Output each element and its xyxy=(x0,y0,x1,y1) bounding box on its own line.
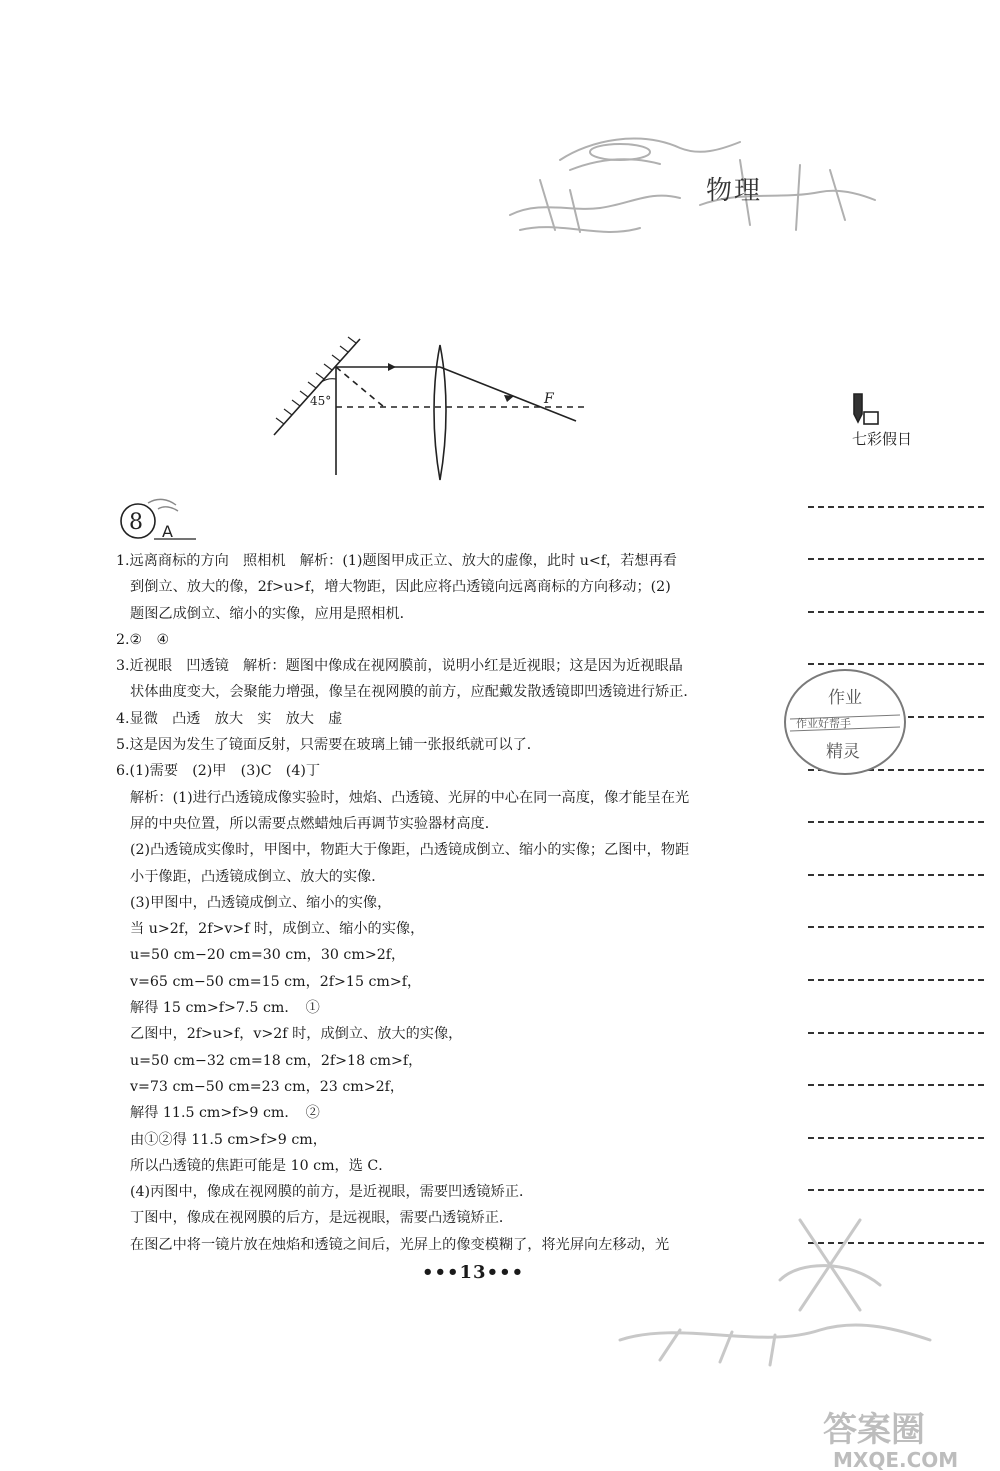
watermark-logo xyxy=(815,1405,1000,1471)
section-number: 8 xyxy=(129,510,143,535)
answer-line: 屏的中央位置，所以需要点燃蜡烛后再调节实验器材高度． xyxy=(130,815,499,832)
answer-line: 解析：(1)进行凸透镜成像实验时，烛焰、凸透镜、光屏的中心在同一高度，像才能呈在光 xyxy=(130,789,690,806)
section-badge xyxy=(118,495,196,545)
header-ornament xyxy=(500,120,880,250)
focus-label: F xyxy=(544,391,554,407)
svg-text:答案圈: 答案圈 xyxy=(823,1410,925,1450)
answer-line: v=65 cm−50 cm=15 cm，2f>15 cm>f， xyxy=(130,973,422,990)
answer-line: 乙图中，2f>u>f，v>2f 时，成倒立、放大的实像， xyxy=(130,1026,463,1043)
answer-line: v=73 cm−50 cm=23 cm，23 cm>2f， xyxy=(130,1078,405,1095)
svg-text:精灵: 精灵 xyxy=(826,742,860,762)
svg-text:作业: 作业 xyxy=(828,688,862,708)
page-number: •••13••• xyxy=(422,1262,525,1283)
note-lines xyxy=(808,455,984,1244)
note-line xyxy=(808,1139,984,1192)
brand-text: 七彩假日 xyxy=(852,430,913,448)
answer-line: (3)甲图中，凸透镜成倒立、缩小的实像， xyxy=(130,894,392,911)
note-line xyxy=(808,928,984,981)
section-part: A xyxy=(162,522,173,541)
note-line xyxy=(808,876,984,929)
plane-mirror xyxy=(274,339,360,435)
answer-line: (2)凸透镜成实像时，甲图中，物距大于像距，凸透镜成倒立、缩小的实像；乙图中，物距 xyxy=(130,842,690,859)
note-line xyxy=(808,613,984,666)
answer-line: 1.远离商标的方向 照相机 解析：(1)题图甲成正立、放大的虚像，此时 u<f，若想再看 xyxy=(116,553,677,569)
note-line xyxy=(808,823,984,876)
subject-title: 物理 xyxy=(706,176,763,206)
optics-diagram xyxy=(260,335,590,485)
note-line xyxy=(808,981,984,1034)
answer-line: (4)丙图中，像成在视网膜的前方，是近视眼，需要凹透镜矫正． xyxy=(130,1184,534,1201)
answer-line: 丁图中，像成在视网膜的后方，是远视眼，需要凸透镜矫正． xyxy=(130,1210,514,1227)
refracted-ray xyxy=(440,367,576,421)
bottom-ornament xyxy=(600,1190,940,1390)
dashed-normal xyxy=(336,367,384,407)
svg-text:作业好帮手: 作业好帮手 xyxy=(796,717,851,730)
answer-line: 在图乙中将一镜片放在烛焰和透镜之间后，光屏上的像变模糊了，将光屏向左移动，光 xyxy=(130,1236,670,1253)
answer-line: 4.显微 凸透 放大 实 放大 虚 xyxy=(116,710,343,727)
answer-line: 小于像距，凸透镜成倒立、放大的实像． xyxy=(130,868,386,885)
angle-label: 45° xyxy=(310,394,332,408)
answer-line: 6.(1)需要 (2)甲 (3)C (4)丁 xyxy=(116,763,321,780)
answer-content xyxy=(116,548,756,1258)
answer-line: 5.这是因为发生了镜面反射，只需要在玻璃上铺一张报纸就可以了． xyxy=(116,737,541,754)
answer-line: 状体曲度变大，会聚能力增强，像呈在视网膜的前方，应配戴发散透镜即凹透镜进行矫正． xyxy=(130,684,698,701)
answer-line: 解得 15 cm>f>7.5 cm． ① xyxy=(130,1000,320,1017)
note-line xyxy=(808,1086,984,1139)
answer-line: 2.② ④ xyxy=(116,631,170,648)
answer-line: 由①②得 11.5 cm>f>9 cm， xyxy=(130,1131,327,1148)
answer-line: u=50 cm−20 cm=30 cm，30 cm>2f， xyxy=(130,947,406,964)
answer-line: 题图乙成倒立、缩小的实像，应用是照相机． xyxy=(130,605,414,622)
note-line xyxy=(808,560,984,613)
note-line xyxy=(808,455,984,508)
answer-line: 3.近视眼 凹透镜 解析：题图中像成在视网膜前，说明小红是近视眼；这是因为近视眼晶 xyxy=(116,658,683,675)
answer-line: 解得 11.5 cm>f>9 cm． ② xyxy=(130,1105,320,1122)
answer-line: 当 u>2f，2f>v>f 时，成倒立、缩小的实像， xyxy=(130,921,425,938)
note-line xyxy=(808,1034,984,1087)
sidebar-brand xyxy=(830,392,950,449)
answer-line: u=50 cm−32 cm=18 cm，2f>18 cm>f， xyxy=(130,1052,423,1069)
pen-icon xyxy=(840,392,880,428)
stamp-seal xyxy=(780,665,910,780)
note-line xyxy=(808,508,984,561)
answer-line: 所以凸透镜的焦距可能是 10 cm，选 C． xyxy=(130,1157,393,1174)
answer-line: 到倒立、放大的像，2f>u>f，增大物距，因此应将凸透镜向远离商标的方向移动；(2) xyxy=(130,579,671,596)
convex-lens xyxy=(434,345,446,480)
svg-text:MXQE.COM: MXQE.COM xyxy=(833,1448,959,1471)
